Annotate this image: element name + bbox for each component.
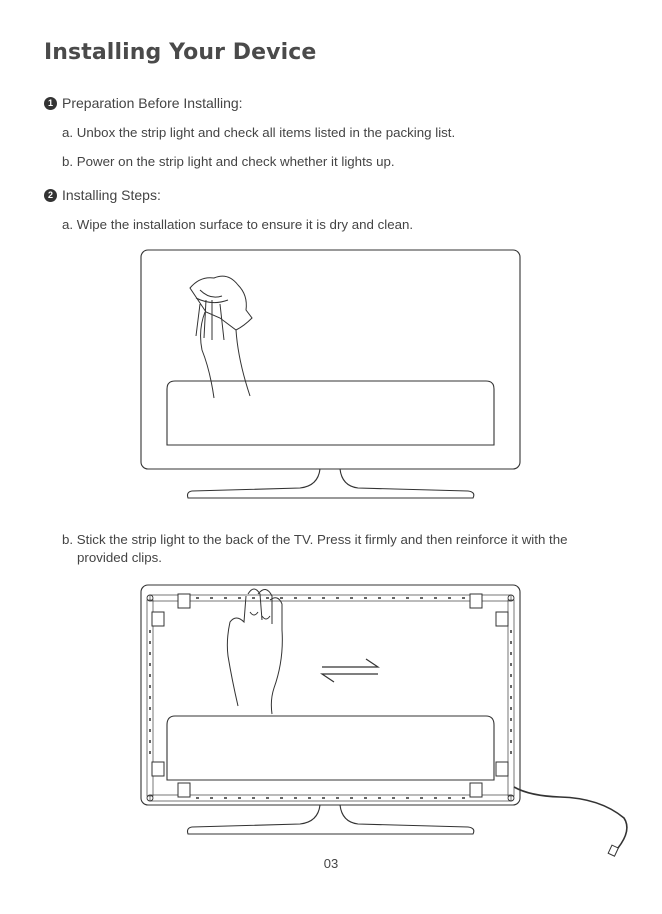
tv-base: [188, 469, 474, 498]
corner-screws: [147, 595, 514, 801]
tv-stand-panel: [167, 381, 494, 445]
hand-pressing-icon: [227, 589, 282, 714]
installing-step-b: [62, 531, 622, 567]
installing-step-a: a. Wipe the installation surface to ensure it is dry and clean.: [62, 217, 414, 232]
power-cable: [514, 787, 627, 848]
tv-screen-frame: [141, 250, 520, 469]
usb-plug-icon: [608, 845, 618, 856]
preparation-step-b: b. Power on the strip light and check whether it lights up.: [62, 154, 395, 169]
section-installing-label: Installing Steps:: [62, 187, 161, 203]
tv-back-frame: [141, 585, 520, 805]
section-installing-heading: [44, 187, 161, 203]
tv-back-stand-panel: [167, 716, 494, 780]
installing-step-b-line1: b. Stick the strip light to the back of the TV. Press it firmly and then reinforce it with the: [62, 532, 568, 547]
led-chip-pattern: [149, 597, 512, 799]
section-preparation-label: Preparation Before Installing:: [62, 95, 243, 111]
tv-back-base: [188, 805, 474, 834]
led-strip: [147, 595, 514, 801]
number-badge-1: 1: [44, 97, 57, 110]
page-number: 03: [323, 856, 339, 871]
page-title: Installing Your Device: [44, 40, 317, 65]
number-badge-2: 2: [44, 189, 57, 202]
mounting-clips: [152, 594, 508, 797]
installing-step-b-line2: provided clips.: [77, 550, 162, 565]
bidirectional-arrows-icon: [322, 659, 378, 682]
hand-wiping-cloth-icon: [190, 276, 252, 398]
preparation-step-a: a. Unbox the strip light and check all items listed in the packing list.: [62, 125, 456, 140]
section-preparation-heading: [44, 95, 243, 111]
